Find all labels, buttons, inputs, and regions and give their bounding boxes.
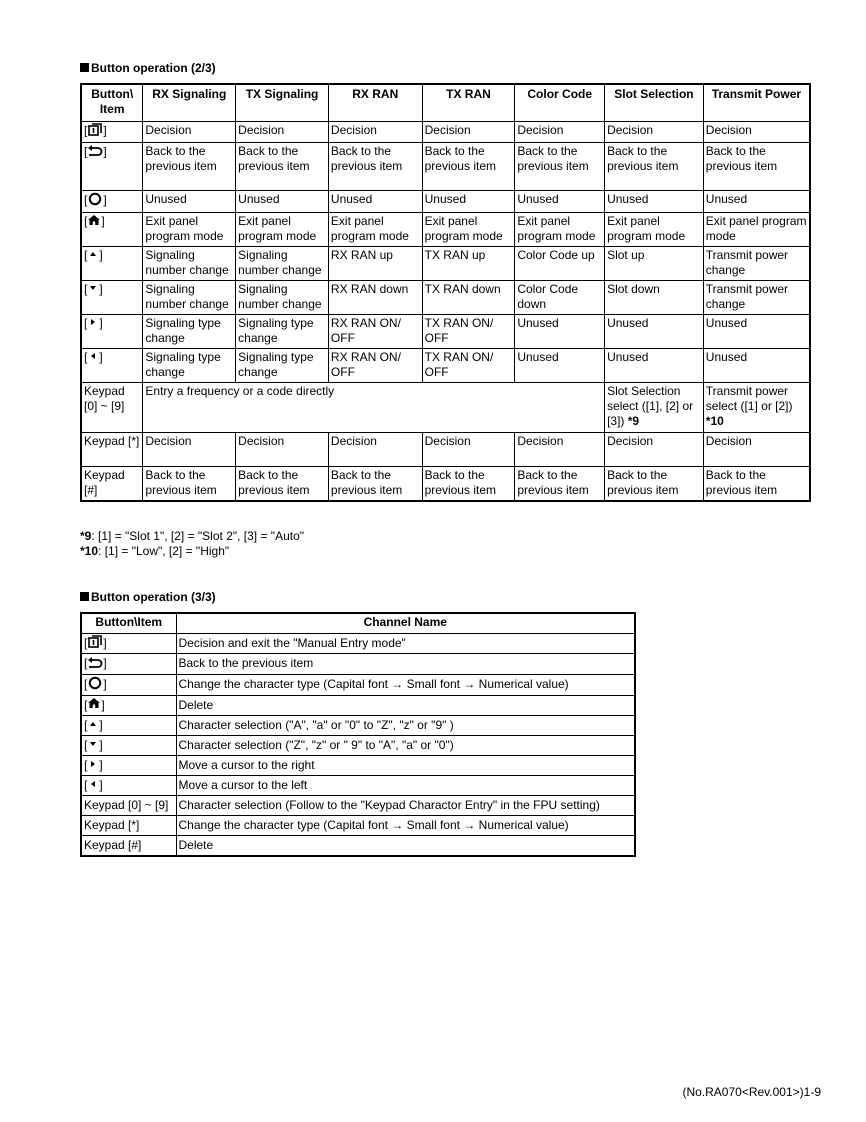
table-cell: RX RAN up bbox=[328, 247, 422, 281]
table-cell: Signaling type change bbox=[236, 349, 329, 383]
table-cell: Decision bbox=[236, 433, 329, 467]
button-cell: [ ] bbox=[81, 213, 143, 247]
table-cell: Decision bbox=[143, 122, 236, 143]
home-icon bbox=[87, 214, 101, 230]
button-cell: [ ] bbox=[81, 755, 176, 775]
table-cell: Back to the previous item bbox=[422, 467, 515, 502]
table-cell: TX RAN ON/ OFF bbox=[422, 315, 515, 349]
table-cell: Color Code up bbox=[515, 247, 605, 281]
table-cell: RX RAN ON/ OFF bbox=[328, 315, 422, 349]
table-cell: Exit panel program mode bbox=[703, 213, 810, 247]
footnote-10 bbox=[80, 544, 304, 559]
table-cell: Decision bbox=[605, 122, 704, 143]
table-row bbox=[81, 715, 635, 735]
table-cell: Unused bbox=[605, 315, 704, 349]
table-cell: Signaling number change bbox=[143, 281, 236, 315]
button-cell: Keypad [0] ~ [9] bbox=[81, 795, 176, 815]
table-cell: Change the character type (Capital font → Small font → Numerical value) bbox=[176, 815, 635, 835]
table-cell: Decision bbox=[422, 122, 515, 143]
table-cell: Decision bbox=[703, 122, 810, 143]
table-cell: Unused bbox=[422, 191, 515, 213]
table-cell: Delete bbox=[176, 695, 635, 715]
section-title-2-3 bbox=[80, 61, 216, 75]
button-cell: Keypad [#] bbox=[81, 835, 176, 856]
table-cell: Back to the previous item bbox=[236, 143, 329, 191]
table-cell: Exit panel program mode bbox=[515, 213, 605, 247]
table-header-row bbox=[81, 613, 635, 634]
header-cell: TX RAN bbox=[422, 84, 515, 122]
table-row bbox=[81, 383, 810, 433]
table-row bbox=[81, 795, 635, 815]
table-cell: TX RAN ON/ OFF bbox=[422, 349, 515, 383]
table-cell: Unused bbox=[605, 191, 704, 213]
table-row bbox=[81, 775, 635, 795]
table-row bbox=[81, 433, 810, 467]
table-cell: Decision and exit the "Manual Entry mode" bbox=[176, 634, 635, 654]
table-cell: Decision bbox=[328, 433, 422, 467]
table-cell: Back to the previous item bbox=[515, 143, 605, 191]
table-cell: Delete bbox=[176, 835, 635, 856]
button-cell: [ ] bbox=[81, 775, 176, 795]
table-row bbox=[81, 467, 810, 502]
table-row bbox=[81, 315, 810, 349]
table-cell: Exit panel program mode bbox=[422, 213, 515, 247]
table-row bbox=[81, 634, 635, 654]
table-cell: Unused bbox=[515, 349, 605, 383]
table-row bbox=[81, 247, 810, 281]
table-cell: Back to the previous item bbox=[605, 467, 704, 502]
table-cell: Unused bbox=[143, 191, 236, 213]
cell-text: Transmit power select ([1] or [2]) bbox=[705, 384, 793, 413]
table-header-row bbox=[81, 84, 810, 122]
table-cell bbox=[605, 383, 704, 433]
table-row bbox=[81, 674, 635, 695]
table-row bbox=[81, 654, 635, 674]
button-cell: [ ] bbox=[81, 654, 176, 674]
table-cell: Back to the previous item bbox=[328, 143, 422, 191]
table-cell: Back to the previous item bbox=[176, 654, 635, 674]
header-cell: RX RAN bbox=[328, 84, 422, 122]
table-row bbox=[81, 735, 635, 755]
cell-text: Slot Selection select ([1], [2] or [3]) bbox=[607, 384, 694, 428]
button-cell: Keypad [*] bbox=[81, 433, 143, 467]
header-cell: RX Signaling bbox=[143, 84, 236, 122]
table-cell: Back to the previous item bbox=[143, 467, 236, 502]
table-cell: Unused bbox=[515, 315, 605, 349]
footnotes bbox=[80, 529, 304, 559]
section-title-3-3 bbox=[80, 590, 216, 604]
table-cell: Transmit power change bbox=[703, 281, 810, 315]
table-cell: Back to the previous item bbox=[328, 467, 422, 502]
right-triangle-icon bbox=[87, 757, 99, 773]
table-cell: Exit panel program mode bbox=[143, 213, 236, 247]
header-cell: Button\ Item bbox=[81, 84, 143, 122]
circle-icon bbox=[87, 676, 103, 694]
up-triangle-icon bbox=[87, 248, 99, 263]
table-cell: Slot down bbox=[605, 281, 704, 315]
table-cell: Exit panel program mode bbox=[328, 213, 422, 247]
table-cell: Unused bbox=[236, 191, 329, 213]
table-row bbox=[81, 281, 810, 315]
square-bullet-icon bbox=[80, 63, 89, 72]
table-cell: Entry a frequency or a code directly bbox=[143, 383, 605, 433]
table-cell: Back to the previous item bbox=[143, 143, 236, 191]
button-cell: [ ] bbox=[81, 281, 143, 315]
square-icon bbox=[87, 635, 103, 652]
circle-icon bbox=[87, 192, 103, 210]
section-title-text: Button operation (3/3) bbox=[91, 590, 216, 604]
table-cell: Decision bbox=[515, 122, 605, 143]
table-cell: Decision bbox=[422, 433, 515, 467]
table-cell: Signaling type change bbox=[236, 315, 329, 349]
table-cell: Decision bbox=[703, 433, 810, 467]
table-row bbox=[81, 695, 635, 715]
button-cell: [ ] bbox=[81, 634, 176, 654]
button-cell: Keypad [#] bbox=[81, 467, 143, 502]
header-cell: Channel Name bbox=[176, 613, 635, 634]
table-cell: Move a cursor to the right bbox=[176, 755, 635, 775]
table-cell: Decision bbox=[143, 433, 236, 467]
table-cell: Decision bbox=[515, 433, 605, 467]
table-cell bbox=[703, 383, 810, 433]
back-arrow-icon bbox=[87, 144, 103, 161]
button-operation-table-3-3 bbox=[80, 612, 636, 857]
table-row bbox=[81, 213, 810, 247]
table-cell: Unused bbox=[515, 191, 605, 213]
button-cell: [ ] bbox=[81, 715, 176, 735]
table-cell: Unused bbox=[703, 315, 810, 349]
header-cell: Color Code bbox=[515, 84, 605, 122]
table-row bbox=[81, 755, 635, 775]
button-cell: [ ] bbox=[81, 695, 176, 715]
table-row bbox=[81, 835, 635, 856]
table-row bbox=[81, 143, 810, 191]
left-triangle-icon bbox=[87, 777, 99, 793]
table-cell: Signaling type change bbox=[143, 315, 236, 349]
table-cell: Back to the previous item bbox=[422, 143, 515, 191]
table-cell: Unused bbox=[703, 191, 810, 213]
footnote-ref: *10 bbox=[705, 414, 724, 428]
button-cell: [ ] bbox=[81, 247, 143, 281]
back-arrow-icon bbox=[87, 656, 103, 673]
table-cell: Signaling number change bbox=[236, 247, 329, 281]
right-triangle-icon bbox=[87, 316, 99, 331]
header-cell: Button\Item bbox=[81, 613, 176, 634]
table-cell: Character selection ("A", "a" or "0" to "Z", "z" or "9" ) bbox=[176, 715, 635, 735]
table-cell: RX RAN ON/ OFF bbox=[328, 349, 422, 383]
button-cell: [ ] bbox=[81, 191, 143, 213]
table-cell: Signaling number change bbox=[236, 281, 329, 315]
table-cell: TX RAN down bbox=[422, 281, 515, 315]
button-cell: Keypad [*] bbox=[81, 815, 176, 835]
footnote-text: : [1] = "Slot 1", [2] = "Slot 2", [3] = "Auto" bbox=[91, 529, 305, 543]
footnote-mark: *9 bbox=[80, 529, 92, 543]
table-cell: Signaling type change bbox=[143, 349, 236, 383]
table-cell: Unused bbox=[605, 349, 704, 383]
button-cell: Keypad [0] ~ [9] bbox=[81, 383, 143, 433]
button-operation-table-2-3 bbox=[80, 83, 811, 502]
table-cell: Back to the previous item bbox=[703, 143, 810, 191]
table-cell: Slot up bbox=[605, 247, 704, 281]
table-cell: Unused bbox=[328, 191, 422, 213]
header-cell: TX Signaling bbox=[236, 84, 329, 122]
table-cell: Decision bbox=[236, 122, 329, 143]
button-cell: [ ] bbox=[81, 674, 176, 695]
table-cell: TX RAN up bbox=[422, 247, 515, 281]
header-cell: Slot Selection bbox=[605, 84, 704, 122]
section-title-text: Button operation (2/3) bbox=[91, 61, 216, 75]
table-cell: Back to the previous item bbox=[605, 143, 704, 191]
table-row bbox=[81, 122, 810, 143]
header-cell: Transmit Power bbox=[703, 84, 810, 122]
table-row bbox=[81, 191, 810, 213]
footnote-mark: *10 bbox=[80, 544, 99, 558]
footnote-ref: *9 bbox=[627, 414, 640, 428]
table-cell: Back to the previous item bbox=[236, 467, 329, 502]
table-cell: Back to the previous item bbox=[515, 467, 605, 502]
up-triangle-icon bbox=[87, 717, 99, 733]
footnote-text: : [1] = "Low", [2] = "High" bbox=[98, 544, 230, 558]
table-cell: Character selection (Follow to the "Keypad Charactor Entry" in the FPU setting) bbox=[176, 795, 635, 815]
home-icon bbox=[87, 697, 101, 713]
table-cell: Decision bbox=[605, 433, 704, 467]
left-triangle-icon bbox=[87, 350, 99, 365]
page-footer: (No.RA070<Rev.001>)1-9 bbox=[682, 1085, 821, 1099]
down-triangle-icon bbox=[87, 282, 99, 297]
square-bullet-icon bbox=[80, 592, 89, 601]
table-cell: Decision bbox=[328, 122, 422, 143]
down-triangle-icon bbox=[87, 737, 99, 753]
button-cell: [ ] bbox=[81, 143, 143, 191]
button-cell: [ ] bbox=[81, 315, 143, 349]
table-cell: Back to the previous item bbox=[703, 467, 810, 502]
table-cell: Change the character type (Capital font → Small font → Numerical value) bbox=[176, 674, 635, 695]
table-cell: Unused bbox=[703, 349, 810, 383]
table-cell: Signaling number change bbox=[143, 247, 236, 281]
table-cell: Character selection ("Z", "z" or " 9" to "A", "a" or "0") bbox=[176, 735, 635, 755]
square-icon bbox=[87, 123, 103, 140]
table-cell: Color Code down bbox=[515, 281, 605, 315]
table-cell: Transmit power change bbox=[703, 247, 810, 281]
table-cell: Exit panel program mode bbox=[605, 213, 704, 247]
button-cell: [ ] bbox=[81, 735, 176, 755]
table-cell: Move a cursor to the left bbox=[176, 775, 635, 795]
table-cell: RX RAN down bbox=[328, 281, 422, 315]
button-cell: [ ] bbox=[81, 349, 143, 383]
button-cell: [ ] bbox=[81, 122, 143, 143]
table-row bbox=[81, 349, 810, 383]
footnote-9 bbox=[80, 529, 304, 544]
table-cell: Exit panel program mode bbox=[236, 213, 329, 247]
table-row bbox=[81, 815, 635, 835]
